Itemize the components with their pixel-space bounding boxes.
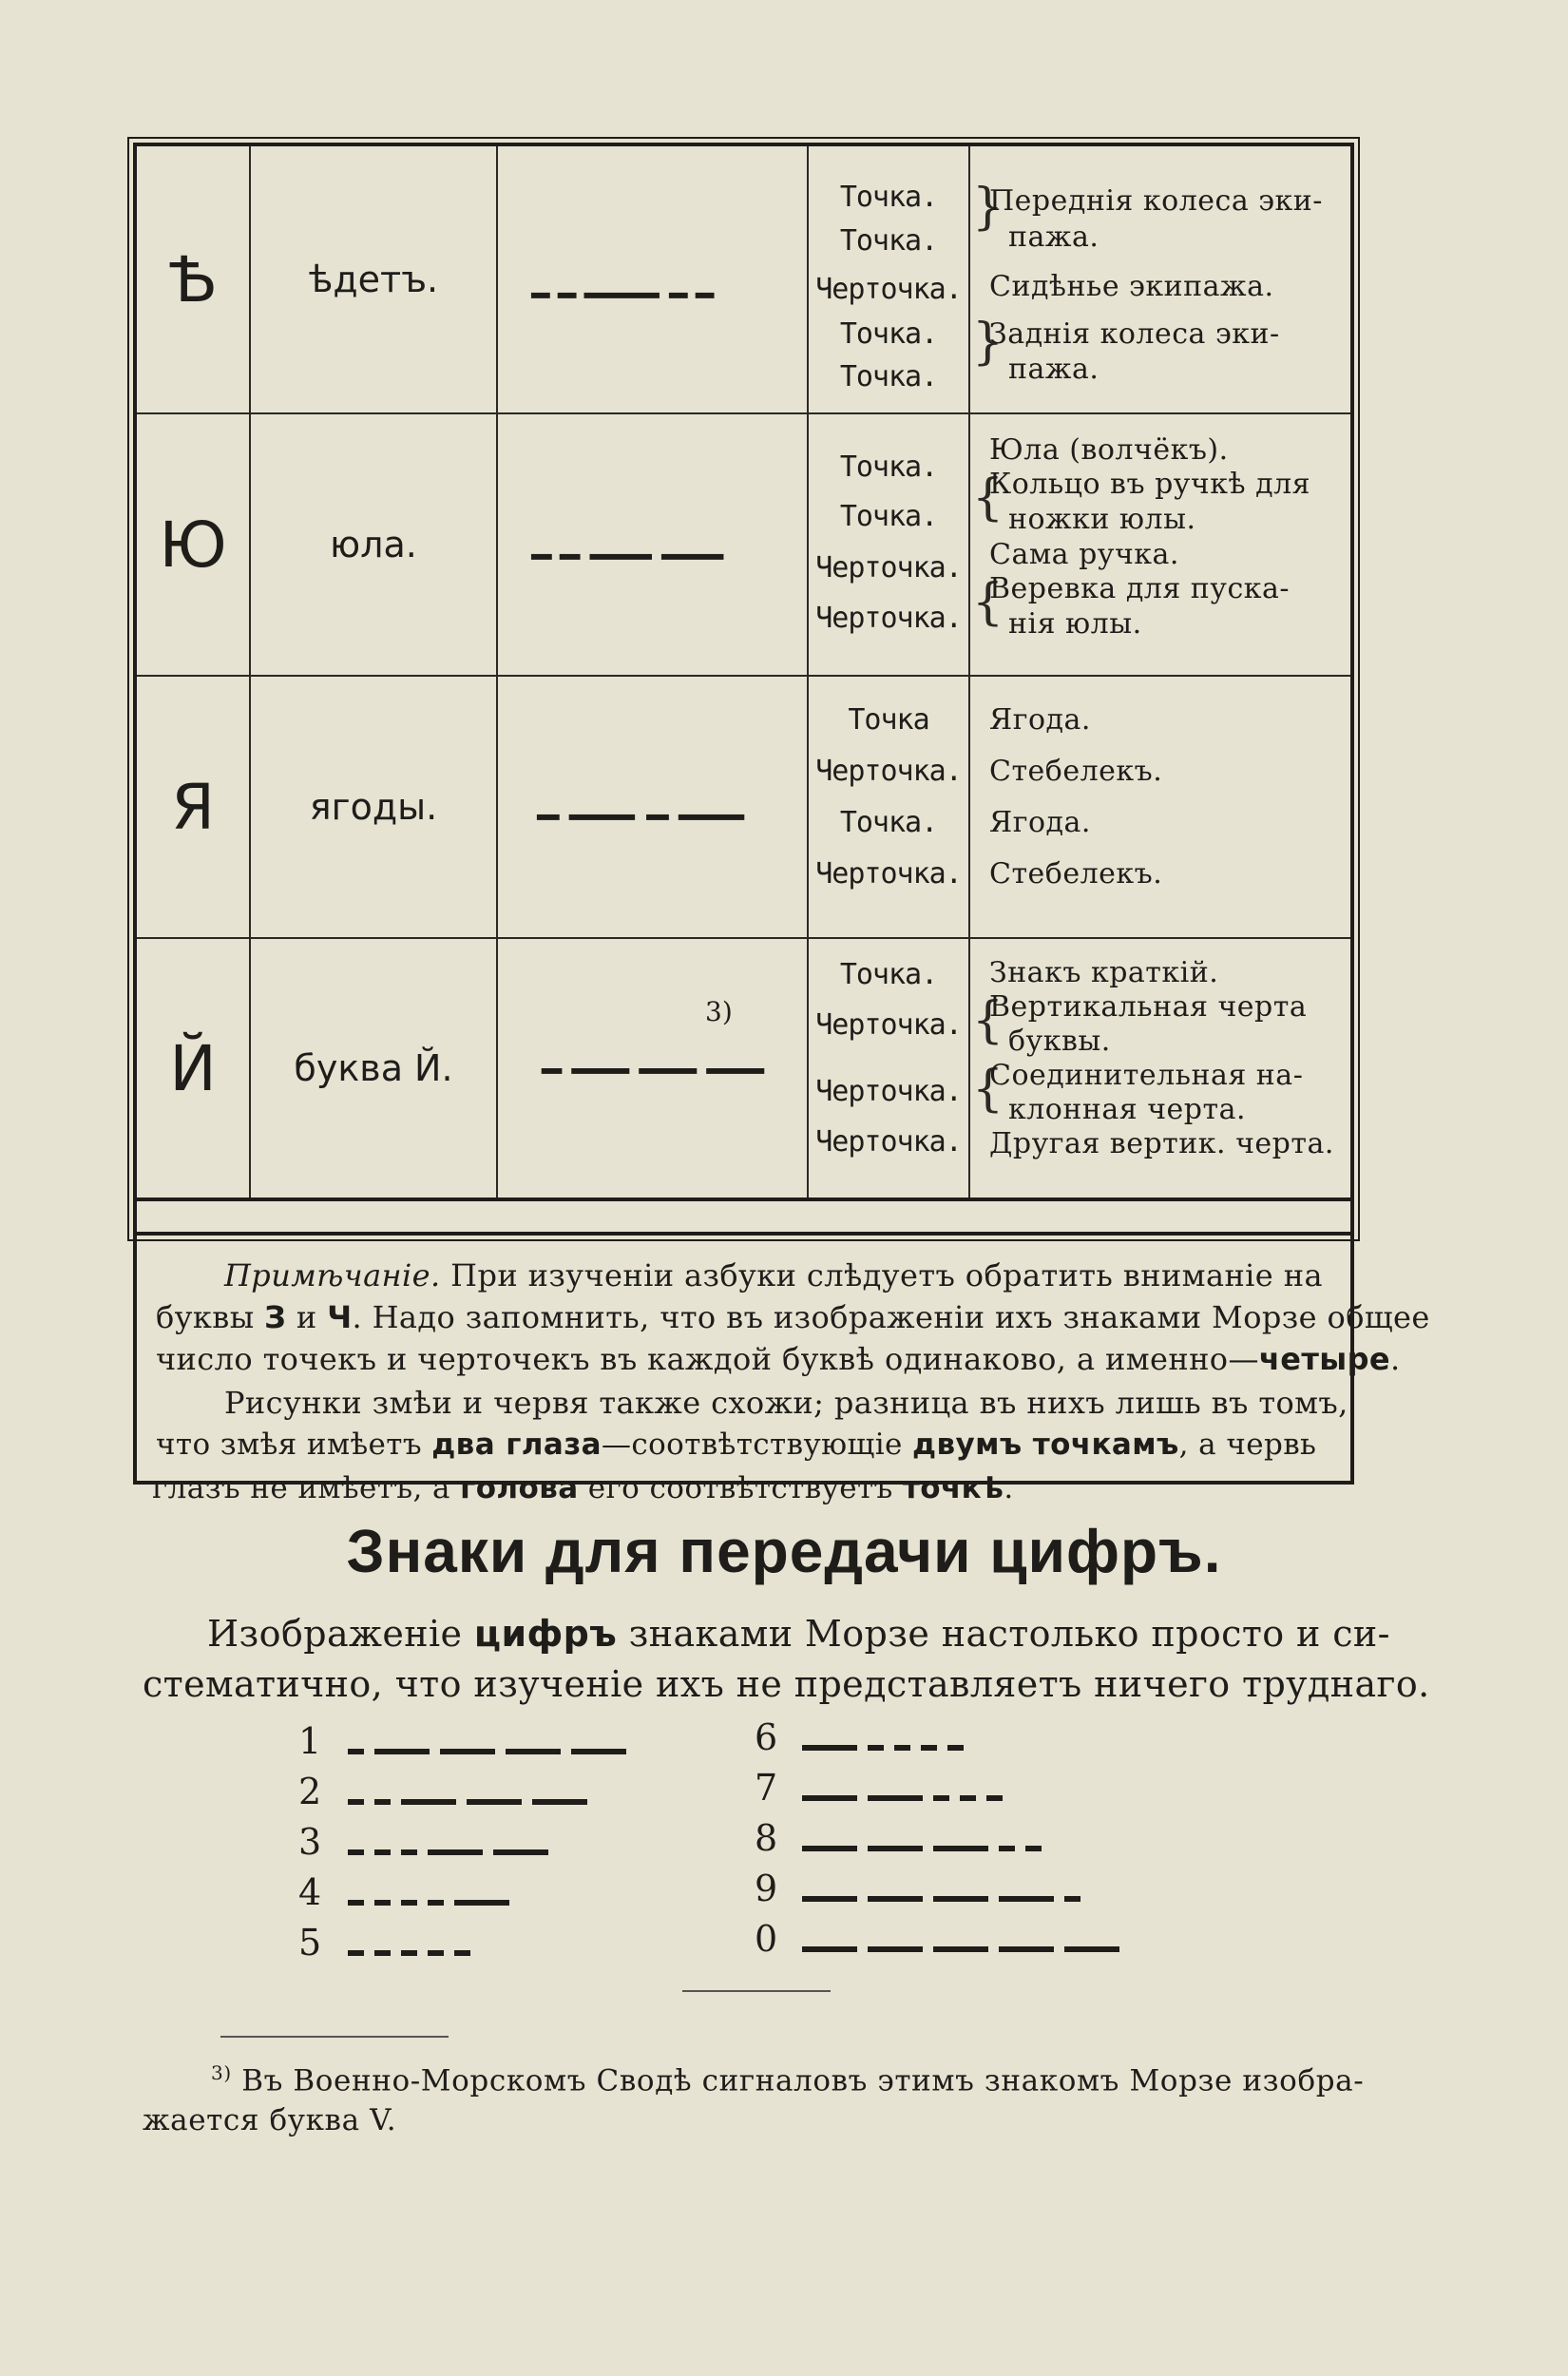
description-line: Юла (волчёкъ). xyxy=(989,433,1229,467)
row-morse-code xyxy=(498,677,807,937)
morse-code-graphic xyxy=(498,414,807,675)
morse-dot xyxy=(868,1745,884,1751)
row-letter: Ю xyxy=(159,508,227,582)
description-line: Кольцо въ ручкѣ для xyxy=(989,468,1311,501)
note-text: и xyxy=(296,1299,317,1335)
morse-dash xyxy=(1064,1946,1119,1952)
note-text: —соотвѣтствующіе xyxy=(601,1428,913,1462)
description-line: Другая вертик. черта. xyxy=(989,1127,1334,1160)
intro-line: стематично, что изученіе ихъ не представляетъ ничего труднаго. xyxy=(143,1663,1430,1705)
intro-text: знаками Морзе настолько просто и си- xyxy=(617,1613,1390,1655)
note-line xyxy=(156,1340,1401,1378)
note-text: . xyxy=(1004,1471,1014,1505)
morse-dot xyxy=(894,1745,910,1751)
morse-dot xyxy=(401,1950,417,1956)
brace-glyph: { xyxy=(972,574,1004,631)
row-morse-code xyxy=(498,939,807,1198)
morse-dash xyxy=(706,1068,764,1074)
morse-dash xyxy=(571,1749,626,1754)
row-descriptions xyxy=(970,414,1350,675)
element-label: Черточка. xyxy=(815,1075,962,1108)
morse-dot xyxy=(374,1950,391,1956)
intro-bold-word: цифръ xyxy=(473,1613,618,1655)
row-descriptions xyxy=(970,939,1350,1198)
morse-dash xyxy=(639,1068,697,1074)
morse-dot xyxy=(531,554,552,560)
footnote-divider xyxy=(220,2036,449,2038)
morse-dot xyxy=(960,1795,976,1801)
morse-dot xyxy=(348,1950,364,1956)
description-line: Знакъ краткій. xyxy=(989,956,1219,989)
morse-dash xyxy=(374,1749,430,1754)
morse-dot xyxy=(1064,1896,1080,1902)
row-morse-code xyxy=(498,146,807,412)
footnote-reference: 3) xyxy=(705,996,733,1027)
note-line xyxy=(152,1469,1549,1507)
section-divider xyxy=(682,1990,831,1992)
morse-dot xyxy=(921,1745,937,1751)
morse-dash xyxy=(802,1846,857,1851)
row-letter: Ѣ xyxy=(168,242,218,316)
note-text: . xyxy=(1390,1341,1401,1377)
element-label: Точка. xyxy=(839,224,938,258)
row-descriptions xyxy=(970,146,1350,412)
morse-dot xyxy=(348,1799,364,1805)
morse-dot xyxy=(537,814,560,820)
description-line: Сама ручка. xyxy=(989,538,1179,571)
morse-dot xyxy=(558,293,577,298)
morse-dot xyxy=(401,1849,417,1855)
morse-dash xyxy=(679,814,744,820)
footnote-line: жается буква V. xyxy=(143,2103,397,2137)
row-elements xyxy=(809,146,968,412)
morse-code-graphic xyxy=(498,677,807,937)
morse-dash xyxy=(933,1946,988,1952)
description-line: клонная черта. xyxy=(1008,1093,1247,1126)
element-label: Точка. xyxy=(839,958,938,991)
morse-dash xyxy=(802,1745,857,1751)
morse-dash xyxy=(999,1896,1054,1902)
description-line: Веревка для пуска- xyxy=(989,572,1291,605)
digit-label: 6 xyxy=(755,1716,778,1758)
morse-dash xyxy=(868,1896,923,1902)
morse-dot xyxy=(1025,1846,1042,1851)
note-text: При изученіи азбуки слѣдуетъ обратить вниманіе на xyxy=(450,1257,1323,1293)
note-bold-word: голова xyxy=(460,1471,579,1505)
morse-dash xyxy=(933,1896,988,1902)
morse-dot xyxy=(454,1950,470,1956)
section-heading: Знаки для передачи цифръ. xyxy=(346,1517,1222,1585)
element-label: Черточка. xyxy=(815,602,962,635)
digit-label: 3 xyxy=(298,1821,322,1863)
morse-dot xyxy=(999,1846,1015,1851)
digit-label: 2 xyxy=(298,1771,322,1812)
description-line: Стебелекъ. xyxy=(989,755,1163,788)
morse-dot xyxy=(542,1068,563,1074)
note-text: Рисунки змѣи и червя также схожи; разница въ нихъ лишь въ томъ, xyxy=(224,1385,1348,1421)
morse-dot xyxy=(696,293,715,298)
morse-dot xyxy=(669,293,688,298)
digit-label: 4 xyxy=(298,1871,322,1913)
morse-dot xyxy=(374,1849,391,1855)
element-label: Точка. xyxy=(839,181,938,214)
digit-label: 7 xyxy=(755,1767,778,1809)
note-line xyxy=(156,1298,1430,1336)
morse-letters-table xyxy=(133,143,1354,1236)
row-morse-code xyxy=(498,414,807,675)
description-line: нія юлы. xyxy=(1008,607,1142,641)
description-line: Сидѣнье экипажа. xyxy=(989,270,1274,303)
morse-dash xyxy=(428,1849,483,1855)
row-letter: Й xyxy=(169,1031,217,1105)
element-label: Черточка. xyxy=(815,1125,962,1159)
morse-dot xyxy=(348,1849,364,1855)
row-mnemonic-word: юла. xyxy=(330,524,417,565)
element-label: Черточка. xyxy=(815,551,962,584)
digit-morse-graphic xyxy=(285,1720,1197,1977)
note-text: его соотвѣтствуетъ xyxy=(578,1471,903,1505)
note-bold-word: точкѣ xyxy=(902,1471,1004,1505)
footnote-mark: 3) xyxy=(211,2061,232,2084)
note-bold-word: двумъ точкамъ xyxy=(912,1428,1179,1462)
morse-dash xyxy=(868,1795,923,1801)
morse-dot xyxy=(947,1745,964,1751)
morse-dash xyxy=(401,1799,456,1805)
note-bold-word: четыре xyxy=(1258,1341,1391,1377)
morse-dash xyxy=(571,1068,629,1074)
row-elements xyxy=(809,414,968,675)
element-label: Черточка. xyxy=(815,857,962,891)
morse-dash xyxy=(933,1846,988,1851)
digit-codes xyxy=(285,1716,1197,1977)
element-label: Точка. xyxy=(839,317,938,351)
note-text: . Надо запомнить, что въ изображеніи ихъ знаками Морзе общее xyxy=(352,1299,1430,1335)
row-mnemonic-word: ѣдетъ. xyxy=(308,259,439,300)
morse-dash xyxy=(440,1749,495,1754)
row-mnemonic-word: ягоды. xyxy=(309,786,438,828)
morse-code-graphic xyxy=(498,939,807,1198)
morse-dash xyxy=(506,1749,561,1754)
morse-dash xyxy=(493,1849,548,1855)
note-text: что змѣя имѣетъ xyxy=(156,1428,432,1462)
row-mnemonic-word: буква Й. xyxy=(294,1047,453,1089)
morse-dot xyxy=(374,1900,391,1906)
note-bold-letter: З xyxy=(264,1299,287,1335)
row-letter: Я xyxy=(171,770,215,844)
morse-code-graphic xyxy=(498,146,807,412)
row-elements xyxy=(809,939,968,1198)
note-bold-letter: Ч xyxy=(327,1299,353,1335)
description-line: Ягода. xyxy=(989,703,1091,737)
note-label: Примѣчаніе. xyxy=(224,1257,441,1293)
description-line: пажа. xyxy=(1008,353,1100,386)
description-line: Ягода. xyxy=(989,806,1091,839)
note-bold-word: два глаза xyxy=(431,1428,602,1462)
row-descriptions xyxy=(970,677,1350,937)
morse-dash xyxy=(868,1946,923,1952)
element-label: Черточка. xyxy=(815,1008,962,1042)
description-line: Стебелекъ. xyxy=(989,857,1163,891)
morse-dot xyxy=(933,1795,949,1801)
morse-dash xyxy=(584,293,660,298)
morse-dot xyxy=(428,1950,444,1956)
morse-dot xyxy=(348,1900,364,1906)
morse-dot xyxy=(401,1900,417,1906)
description-line: ножки юлы. xyxy=(1008,503,1196,536)
digit-label: 9 xyxy=(755,1868,778,1909)
morse-dot xyxy=(348,1749,364,1754)
table-row-ya xyxy=(137,677,1350,939)
morse-dash xyxy=(532,1799,587,1805)
note-line xyxy=(156,1384,1348,1422)
brace-glyph: { xyxy=(972,469,1004,527)
note-text: число точекъ и черточекъ въ каждой буквѣ одинаково, а именно— xyxy=(156,1341,1259,1377)
description-line: Переднія колеса эки- xyxy=(989,184,1323,218)
brace-glyph: { xyxy=(972,1061,1004,1118)
morse-dash xyxy=(868,1846,923,1851)
element-label: Точка. xyxy=(839,360,938,393)
description-line: буквы. xyxy=(1008,1025,1111,1058)
morse-dash xyxy=(802,1946,857,1952)
description-line: Соединительная на- xyxy=(989,1059,1304,1092)
element-label: Точка. xyxy=(839,450,938,484)
morse-dot xyxy=(428,1900,444,1906)
element-label: Точка. xyxy=(839,500,938,533)
digit-label: 5 xyxy=(298,1922,322,1964)
morse-dot xyxy=(986,1795,1003,1801)
description-line: Вертикальная черта xyxy=(989,990,1308,1024)
table-row-yu xyxy=(137,414,1350,677)
note-text: буквы xyxy=(156,1299,255,1335)
morse-dash xyxy=(661,554,724,560)
brace-glyph: { xyxy=(972,992,1004,1049)
description-line: пажа. xyxy=(1008,220,1100,254)
morse-dot xyxy=(560,554,581,560)
element-label: Черточка. xyxy=(815,273,962,306)
morse-dot xyxy=(374,1799,391,1805)
brace-glyph: } xyxy=(972,314,1004,371)
digit-label: 8 xyxy=(755,1817,778,1859)
note-line xyxy=(156,1426,1331,1464)
morse-dash xyxy=(802,1795,857,1801)
morse-dot xyxy=(646,814,669,820)
note-text: глазъ не имѣетъ, а xyxy=(152,1471,461,1505)
morse-dash xyxy=(454,1900,509,1906)
row-elements xyxy=(809,677,968,937)
footnote-text: Въ Военно-Морскомъ Сводѣ сигналовъ этимъ знакомъ Морзе изобра- xyxy=(241,2063,1365,2098)
morse-dash xyxy=(589,554,652,560)
morse-dash xyxy=(999,1946,1054,1952)
table-row-i-kratkoe xyxy=(137,939,1350,1201)
intro-line xyxy=(207,1611,1395,1657)
morse-dot xyxy=(531,293,550,298)
note-box xyxy=(133,1236,1430,1485)
note-text: , а червь xyxy=(1178,1428,1317,1462)
digit-label: 1 xyxy=(298,1720,322,1762)
table-row-yat xyxy=(137,146,1350,414)
morse-dash xyxy=(569,814,635,820)
intro-text: Изображеніе xyxy=(207,1613,474,1655)
morse-dash xyxy=(802,1896,857,1902)
element-label: Точка xyxy=(848,703,929,737)
element-label: Точка. xyxy=(839,806,938,839)
note-line xyxy=(156,1256,1331,1294)
description-line: Заднія колеса эки- xyxy=(989,317,1280,351)
digit-label: 0 xyxy=(755,1918,778,1960)
morse-dash xyxy=(467,1799,522,1805)
element-label: Черточка. xyxy=(815,755,962,788)
brace-glyph: } xyxy=(972,179,1004,236)
